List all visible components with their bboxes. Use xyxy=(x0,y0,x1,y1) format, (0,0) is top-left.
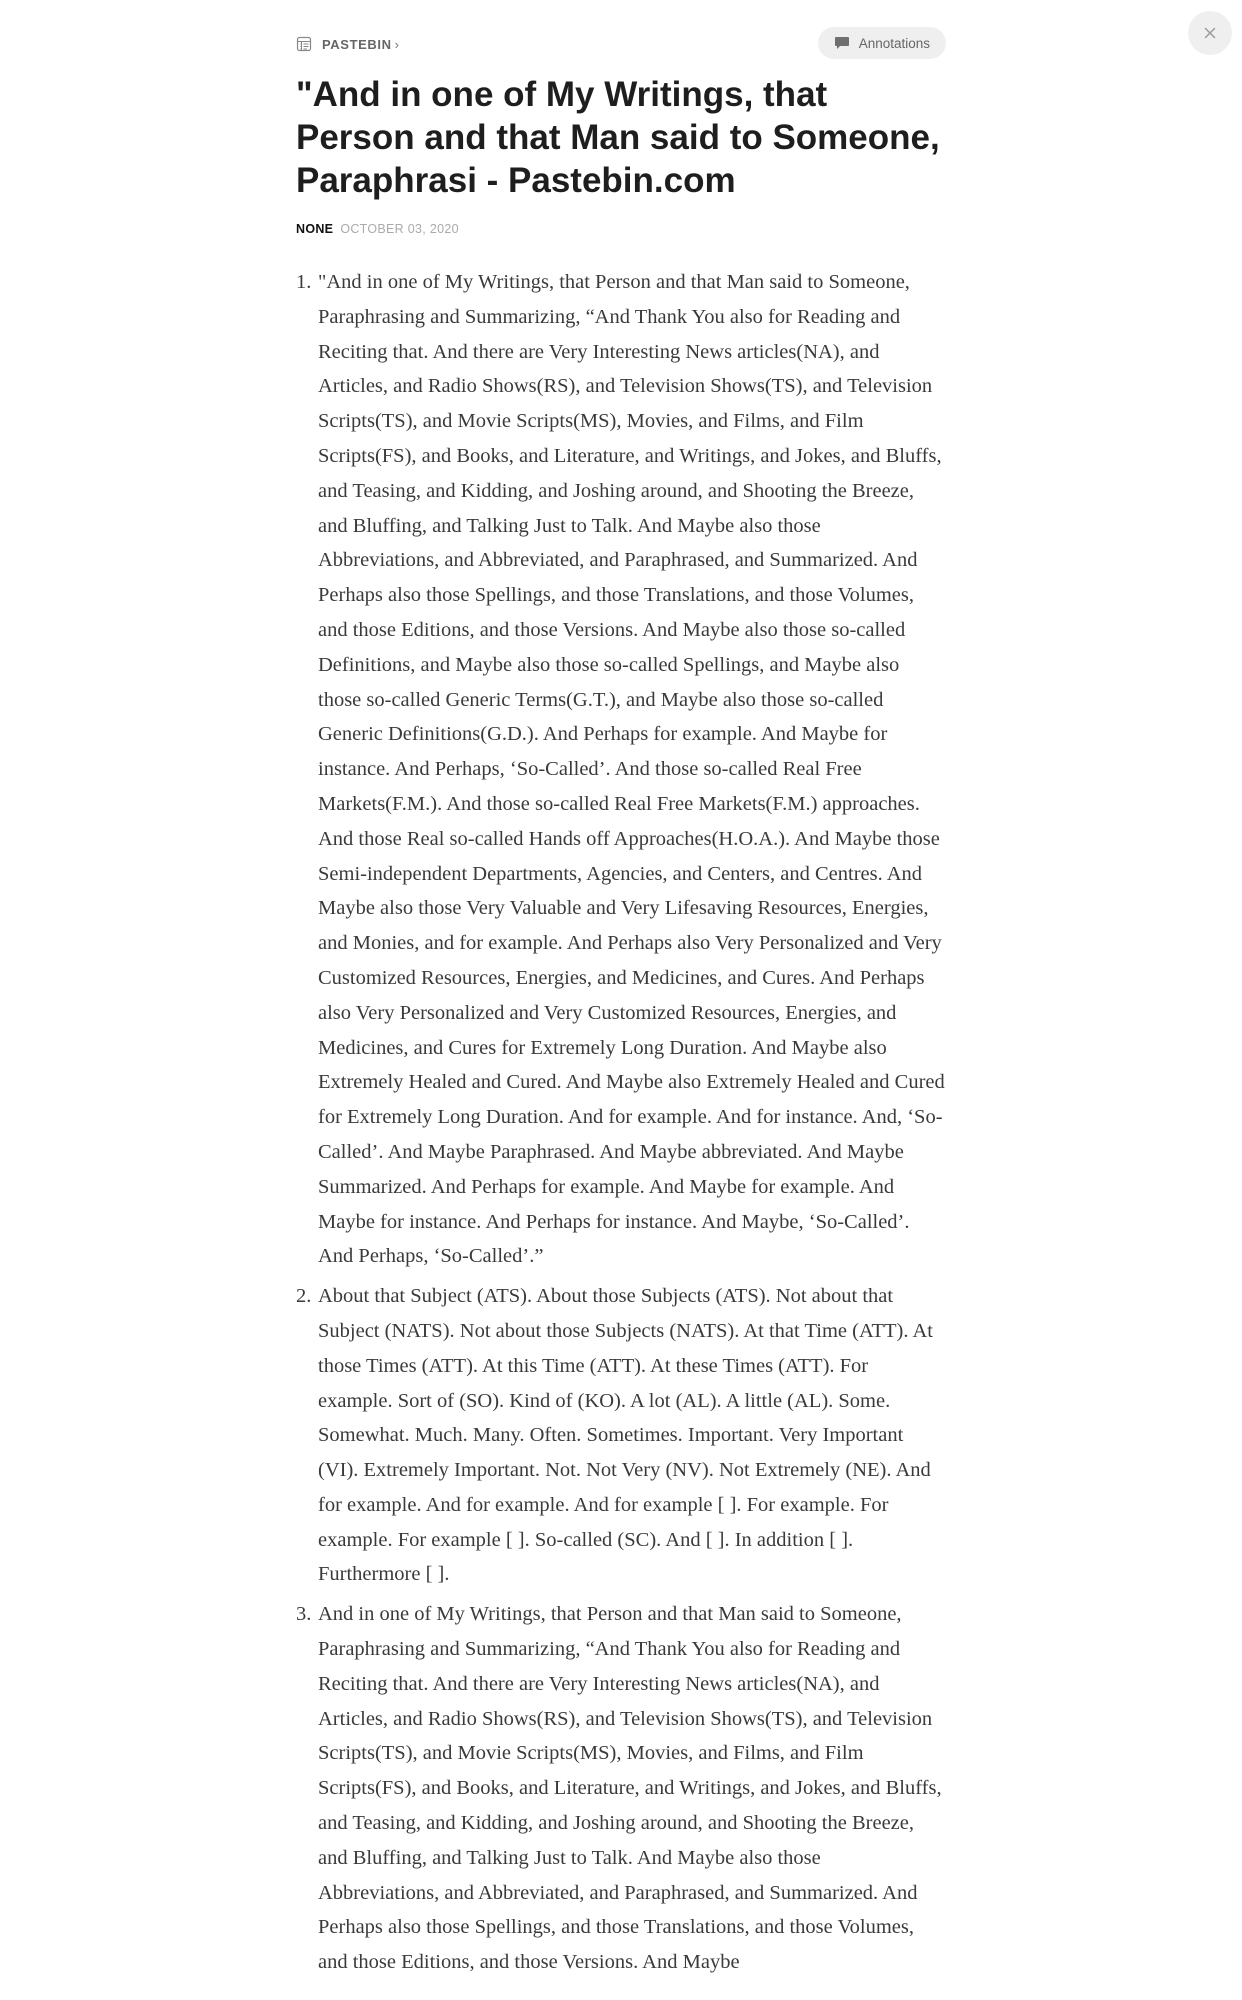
list-item xyxy=(296,1279,946,1592)
list-item-text: And in one of My Writings, that Person and that Man said to Someone, Paraphrasing and Summarizing, “And Thank You also for Reading and Reciting that. And there are Very Interesting News articles(NA), and Articles, and Radio Shows(RS), and Television Shows(TS), and Television Scripts(TS), and Movie Scripts(MS), Movies, and Films, and Film Scripts(FS), and Books, and Literature, and Writings, and Jokes, and Bluffs, and Teasing, and Kidding, and Joshing around, and Shooting the Breeze, and Bluffing, and Talking Just to Talk. And Maybe also those Abbreviations, and Abbreviated, and Paraphrased, and Summarized. And Perhaps also those Spellings, and those Translations, and those Volumes, and those Editions, and those Versions. And Maybe xyxy=(318,1603,942,1974)
article-author: NONE xyxy=(296,222,334,236)
article-title: "And in one of My Writings, that Person and that Man said to Someone, Paraphrasi - Pastebin.com xyxy=(296,75,940,200)
list-item-number: 1. xyxy=(296,271,312,293)
list-item-text: "And in one of My Writings, that Person and that Man said to Someone, Paraphrasing and Summarizing, “And Thank You also for Reading and Reciting that. And there are Very Interesting News articles(NA), and Articles, and Radio Shows(RS), and Television Shows(TS), and Television Scripts(TS), and Movie Scripts(MS), Movies, and Films, and Film Scripts(FS), and Books, and Literature, and Writings, and Jokes, and Bluffs, and Teasing, and Kidding, and Joshing around, and Shooting the Breeze, and Bluffing, and Talking Just to Talk. And Maybe also those Abbreviations, and Abbreviated, and Paraphrased, and Summarized. And Perhaps also those Spellings, and those Translations, and those Volumes, and those Editions, and those Versions. And Maybe also those so-called Definitions, and Maybe also those so-called Spellings, and Maybe also those so-called Generic Terms(G.T.), and Maybe also those so-called Generic Definitions(G.D.). And Perhaps for example. And Maybe for instance. And Perhaps, ‘So-Called’. And those so-called Real Free Markets(F.M.). And those so-called Real Free Markets(F.M.) approaches. And those Real so-called Hands off Approaches(H.O.A.). And Maybe those Semi-independent Departments, Agencies, and Centers, and Centres. And Maybe also those Very Valuable and Very Lifesaving Resources, Energies, and Monies, and for example. And Perhaps also Very Personalized and Very Customized Resources, Energies, and Medicines, and Cures. And Perhaps also Very Personalized and Very Customized Resources, Energies, and Medicines, and Cures for Extremely Long Duration. And Maybe also Extremely Healed and Cured. And Maybe also Extremely Healed and Cured for Extremely Long Duration. And for example. And for instance. And, ‘So-Called’. And Maybe Paraphrased. And Maybe abbreviated. And Maybe Summarized. And Perhaps for example. And Maybe for example. And Maybe for instance. And Perhaps for instance. And Maybe, ‘So-Called’. And Perhaps, ‘So-Called’.” xyxy=(318,271,945,1268)
reader-topbar xyxy=(296,0,946,90)
speech-bubble-icon xyxy=(834,36,850,50)
list-item-number: 2. xyxy=(296,1285,312,1308)
list-item-number: 3. xyxy=(296,1603,312,1626)
source-label: PASTEBIN xyxy=(322,36,392,52)
close-button[interactable] xyxy=(1188,11,1232,55)
article-meta xyxy=(296,222,946,236)
source-link[interactable] xyxy=(296,36,400,52)
annotations-label: Annotations xyxy=(858,35,930,51)
site-favicon-icon xyxy=(296,36,312,52)
annotations-button[interactable] xyxy=(818,27,946,59)
list-item xyxy=(296,1597,946,1980)
list-item xyxy=(296,265,946,1274)
chevron-right-icon: › xyxy=(394,36,400,52)
reader-article xyxy=(296,0,946,1985)
close-icon xyxy=(1204,27,1216,39)
list-item-text: About that Subject (ATS). About those Subjects (ATS). Not about that Subject (NATS). Not about those Subjects (NATS). At that Time (ATT). At those Times (ATT). At this Time (ATT). At these Times (ATT). For example. Sort of (SO). Kind of (KO). A lot (AL). A little (AL). Some. Somewhat. Much. Many. Often. Sometimes. Important. Very Important (VI). Extremely Important. Not. Not Very (NV). Not Extremely (NE). And for example. And for example. And for example [ ]. For example. For example. For example [ ]. So-called (SC). And [ ]. In addition [ ]. Furthermore [ ]. xyxy=(318,1285,933,1586)
paste-lines xyxy=(296,265,946,1980)
article-date: OCTOBER 03, 2020 xyxy=(340,222,459,236)
